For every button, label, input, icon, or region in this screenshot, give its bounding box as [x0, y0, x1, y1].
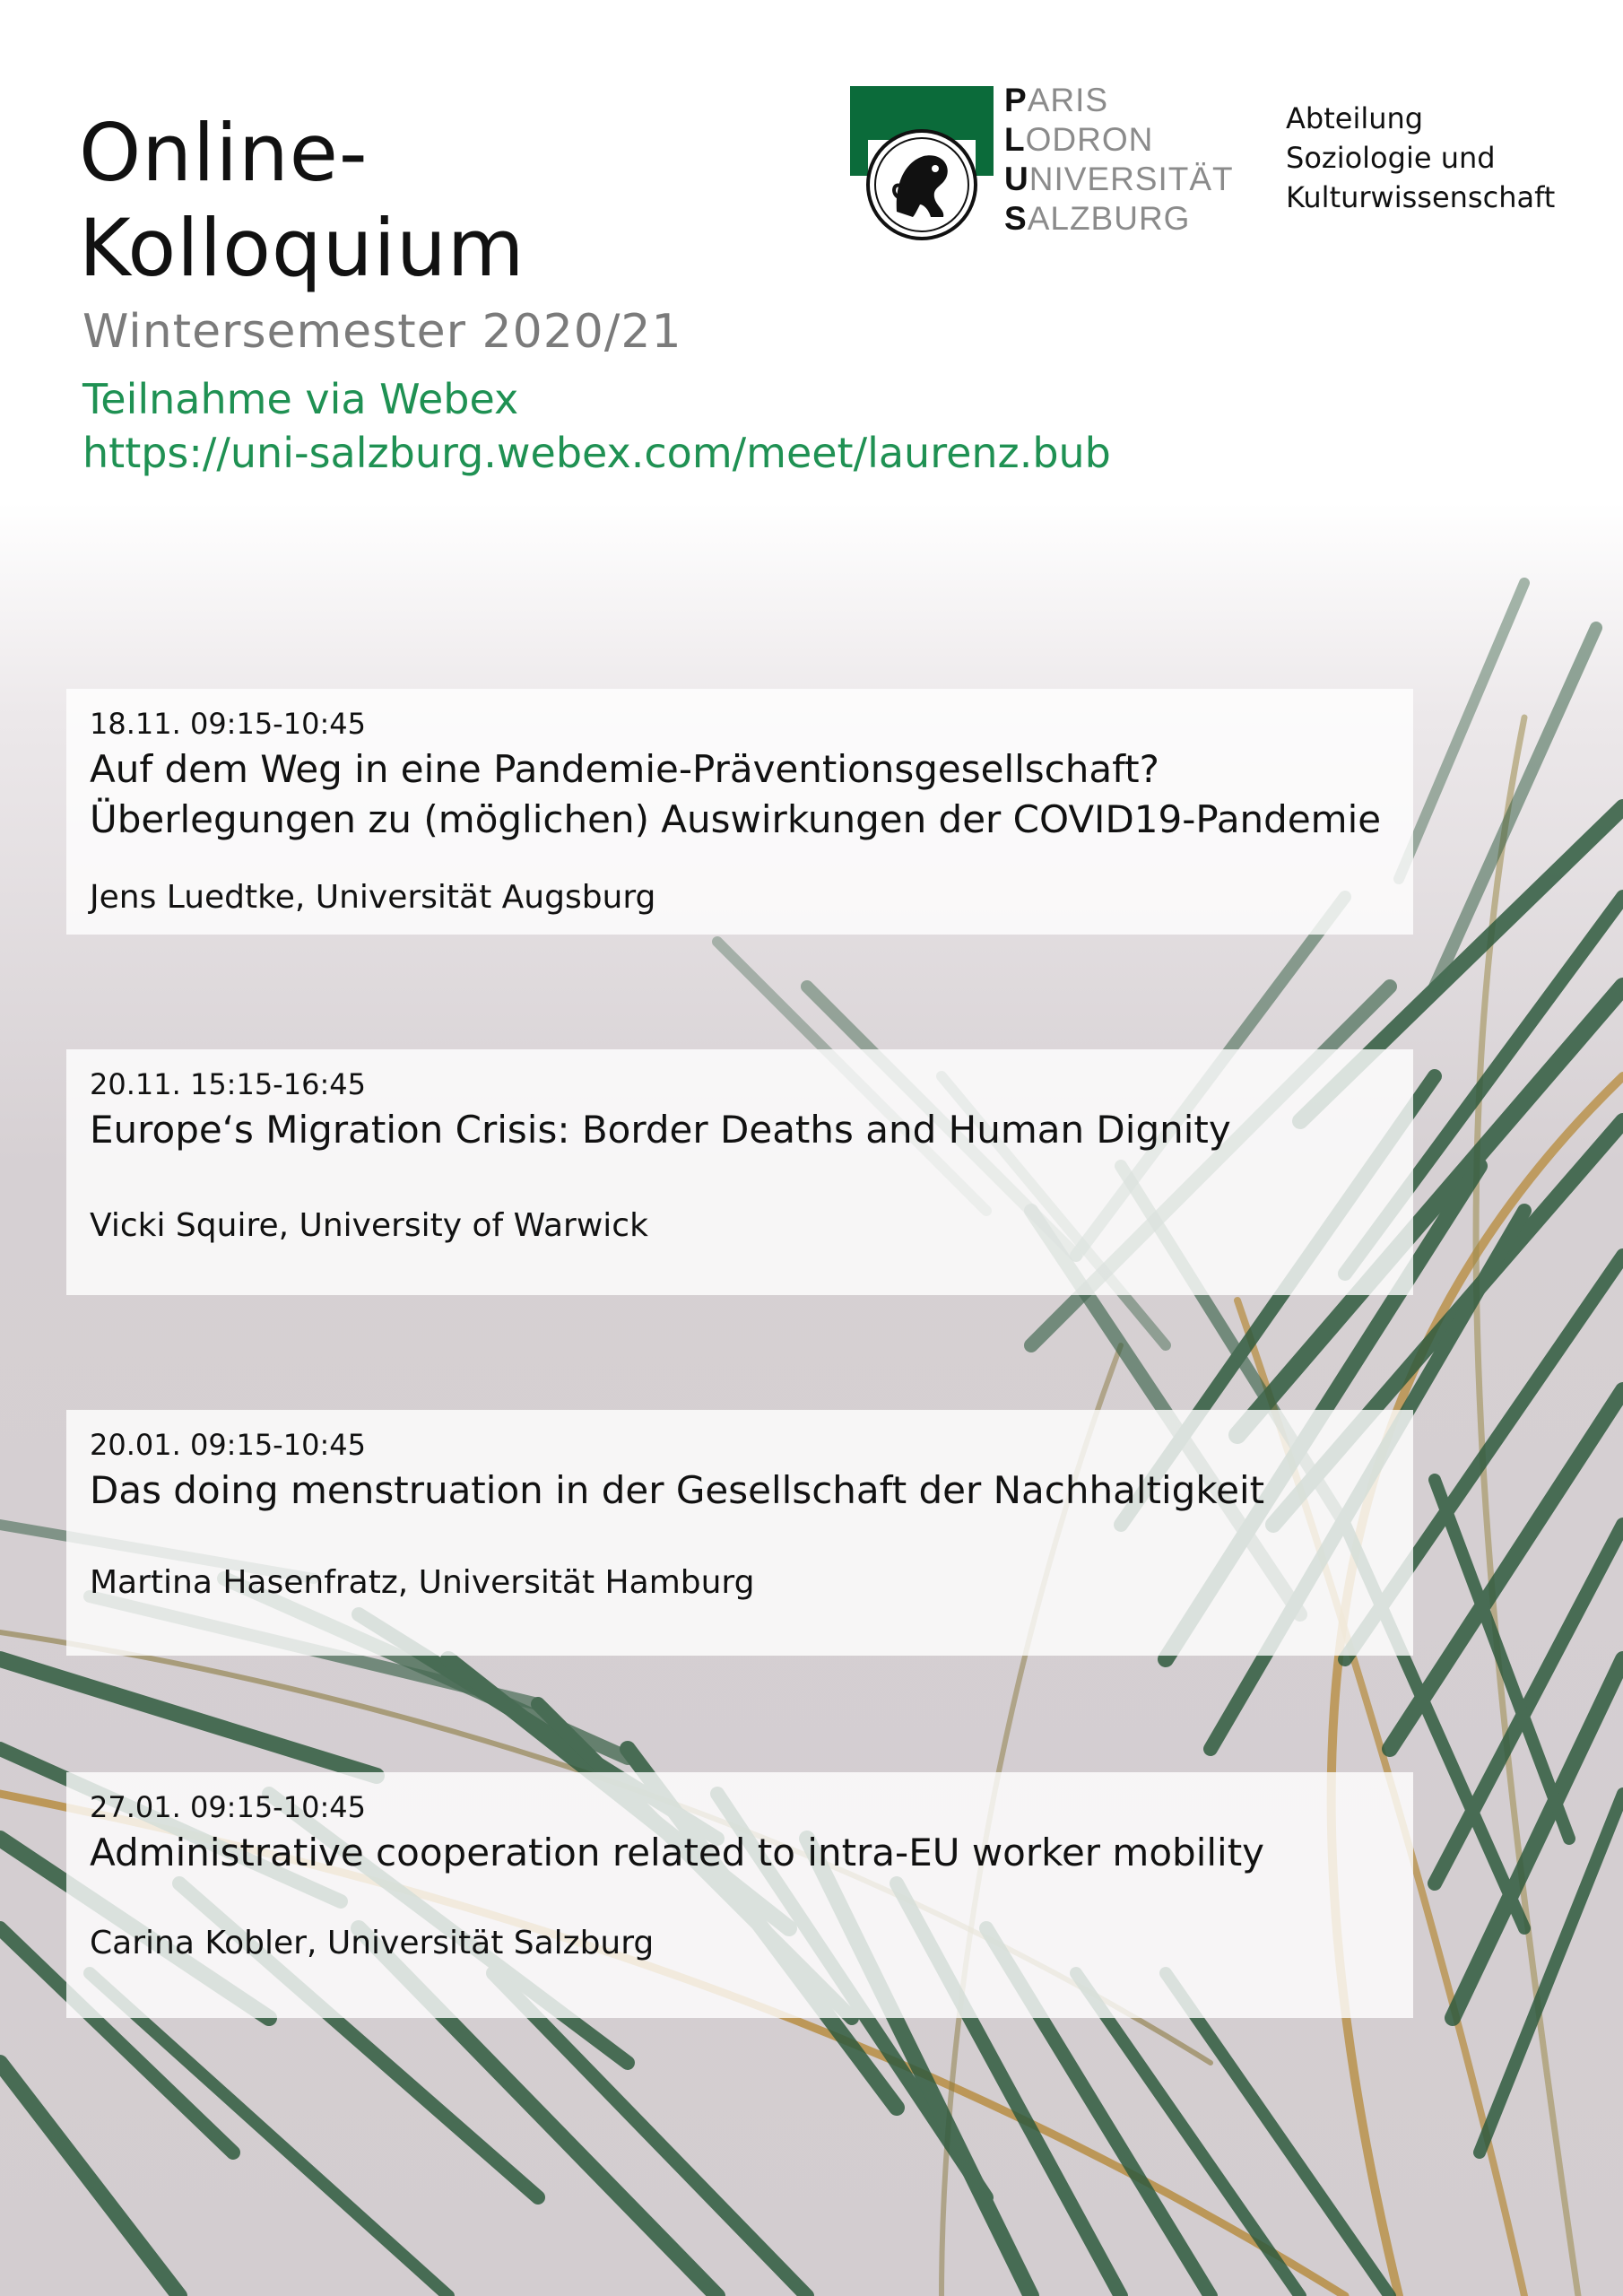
event-title: Das doing menstruation in der Gesellschaft der Nachhaltigkeit — [90, 1468, 1265, 1512]
event-speaker: Jens Luedtke, Universität Augsburg — [90, 879, 656, 916]
university-name-line: PARIS — [1004, 82, 1109, 118]
event-date: 18.11. 09:15-10:45 — [90, 707, 366, 741]
event-speaker: Carina Kobler, Universität Salzburg — [90, 1925, 655, 1961]
page-title — [79, 106, 525, 296]
event-card — [66, 1772, 1413, 2018]
event-speaker: Martina Hasenfratz, Universität Hamburg — [90, 1564, 755, 1601]
event-title: Auf dem Weg in eine Pandemie-Präventionsgesellschaft? Überlegungen zu (möglichen) Auswirkungen der COVID19-Pandemie — [90, 747, 1382, 841]
event-date: 20.01. 09:15-10:45 — [90, 1428, 366, 1462]
university-name-line: UNIVERSITÄT — [1004, 161, 1234, 197]
semester-label: Wintersemester 2020/21 — [82, 305, 682, 359]
event-title: Administrative cooperation related to intra-EU worker mobility — [90, 1831, 1265, 1874]
event-date: 27.01. 09:15-10:45 — [90, 1790, 366, 1824]
event-speaker: Vicki Squire, University of Warwick — [90, 1207, 648, 1244]
event-card — [66, 1049, 1413, 1295]
webex-link[interactable]: https://uni-salzburg.webex.com/meet/laurenz.bub — [82, 429, 1111, 477]
university-name — [1004, 81, 1234, 239]
title-line-2: Kolloquium — [79, 202, 525, 294]
webex-label: Teilnahme via Webex — [82, 375, 519, 423]
event-title: Europe‘s Migration Crisis: Border Deaths and Human Dignity — [90, 1108, 1231, 1152]
university-name-line: SALZBURG — [1004, 200, 1191, 237]
event-card — [66, 1410, 1413, 1656]
department-name: Abteilung Soziologie und Kulturwissenschaft — [1286, 101, 1556, 214]
university-logo-icon — [850, 86, 994, 240]
university-name-line: LODRON — [1004, 121, 1154, 158]
event-date: 20.11. 15:15-16:45 — [90, 1067, 366, 1101]
event-card — [66, 689, 1413, 935]
title-line-1: Online- — [79, 107, 369, 199]
